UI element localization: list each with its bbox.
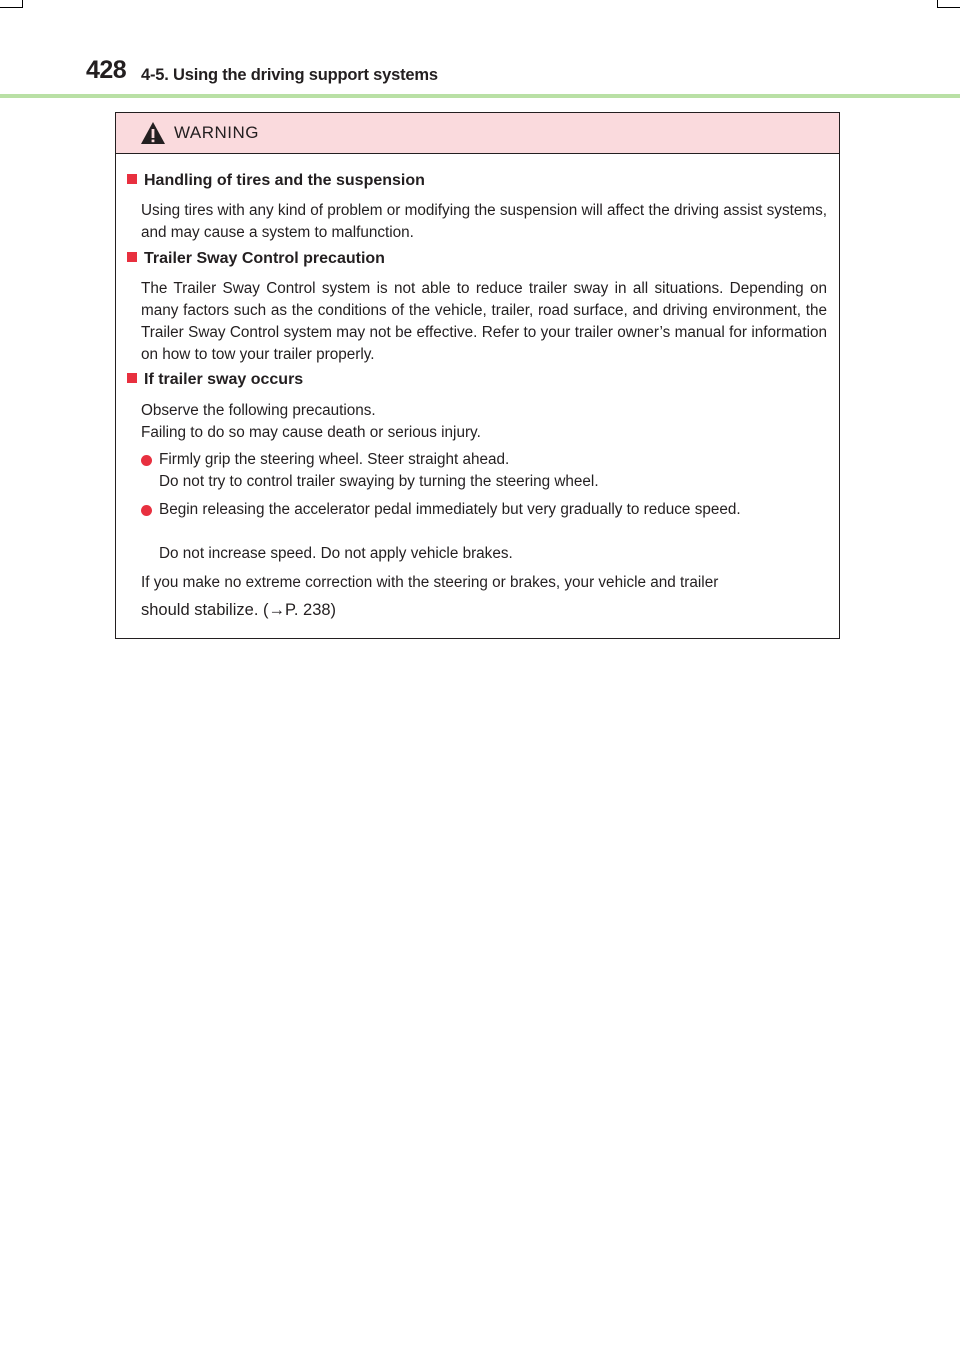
bullet-line: Firmly grip the steering wheel. Steer straight ahead. xyxy=(159,451,510,468)
outro-line: If you make no extreme correction with the steering or brakes, your vehicle and trailer xyxy=(141,574,719,591)
bullet-line: Do not try to control trailer swaying by turning the steering wheel. xyxy=(159,473,599,490)
header-divider xyxy=(0,94,960,98)
intro-line: Observe the following precautions. xyxy=(141,402,376,419)
round-bullet-icon xyxy=(141,455,152,466)
section-text-tires: Using tires with any kind of problem or modifying the suspension will affect the driving assist systems, and may cause a system to malfunction. xyxy=(141,202,827,241)
bullet-line: Begin releasing the accelerator pedal immediately but very gradually to reduce speed. xyxy=(159,501,741,518)
section-heading-trailer-sway-occurs: If trailer sway occurs xyxy=(127,371,303,389)
outro-line-page-reference: should stabilize. (→P. 238) xyxy=(141,601,337,619)
bullet-line: Do not increase speed. Do not apply vehicle brakes. xyxy=(159,545,513,562)
warning-triangle-icon xyxy=(140,121,166,145)
warning-box xyxy=(115,112,840,639)
warning-header xyxy=(116,113,839,154)
crop-mark-top-right-h xyxy=(938,7,960,8)
round-bullet-icon xyxy=(141,505,152,516)
section-heading-tires: Handling of tires and the suspension xyxy=(127,172,425,190)
section-heading-trailer-sway-control: Trailer Sway Control precaution xyxy=(127,250,385,268)
square-bullet-icon xyxy=(127,252,137,262)
intro-line: Failing to do so may cause death or serious injury. xyxy=(141,424,481,441)
crop-mark-top-left-h xyxy=(0,7,22,8)
section-title: 4-5. Using the driving support systems xyxy=(141,66,438,84)
crop-mark-top-left-v xyxy=(22,0,23,8)
page-number: 428 xyxy=(86,56,127,84)
square-bullet-icon xyxy=(127,373,137,383)
square-bullet-icon xyxy=(127,174,137,184)
section-text-trailer-sway-control: The Trailer Sway Control system is not able to reduce trailer sway in all situations. Depending on many factors such as the conditions of the vehicle, trailer, road surface, and driving environment, the Trailer Sway Control system may not be effective. Refer to your trailer owner’s manual for information on how to tow your trailer properly. xyxy=(141,280,827,363)
warning-title: WARNING xyxy=(174,123,260,142)
